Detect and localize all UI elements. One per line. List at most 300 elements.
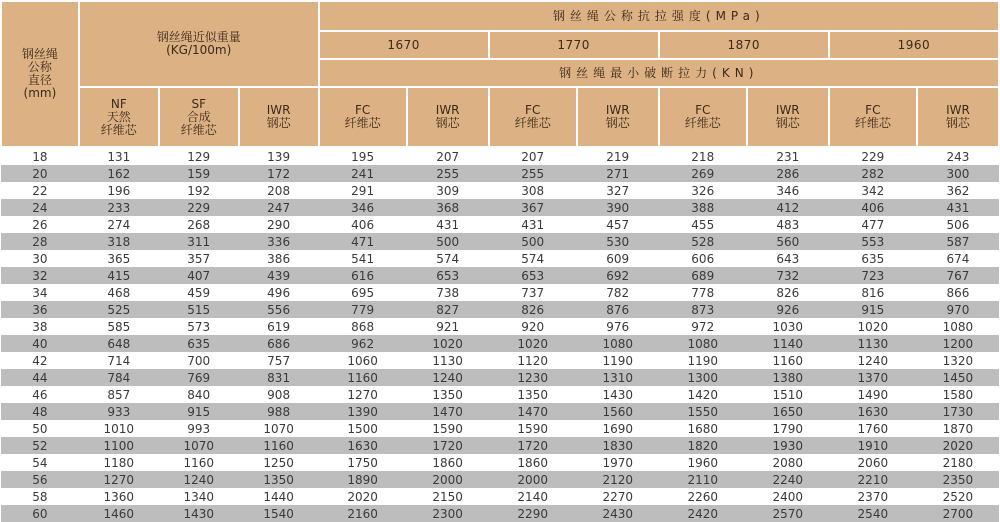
value-cell: 243	[917, 147, 999, 165]
value-cell: 2270	[577, 488, 659, 505]
table-body	[1, 147, 999, 522]
value-cell: 648	[79, 335, 159, 352]
value-cell: 2350	[917, 471, 999, 488]
value-cell: 556	[239, 301, 319, 318]
value-cell: 767	[917, 267, 999, 284]
value-cell: 207	[489, 147, 577, 165]
table-row	[1, 488, 999, 505]
value-cell: 159	[159, 165, 239, 182]
table-row	[1, 301, 999, 318]
value-cell: 308	[489, 182, 577, 199]
value-cell: 695	[319, 284, 407, 301]
table-row	[1, 352, 999, 369]
value-cell: 2060	[829, 454, 917, 471]
table-row	[1, 182, 999, 199]
value-cell: 468	[79, 284, 159, 301]
value-cell: 365	[79, 250, 159, 267]
value-cell: 1460	[79, 505, 159, 522]
diameter-cell: 36	[1, 301, 79, 318]
value-cell: 346	[319, 199, 407, 216]
value-cell: 700	[159, 352, 239, 369]
value-cell: 606	[659, 250, 747, 267]
table-row	[1, 199, 999, 216]
value-cell: 406	[319, 216, 407, 233]
value-cell: 1080	[917, 318, 999, 335]
value-cell: 714	[79, 352, 159, 369]
value-cell: 1630	[319, 437, 407, 454]
value-cell: 2540	[829, 505, 917, 522]
value-cell: 1510	[747, 386, 829, 403]
value-cell: 920	[489, 318, 577, 335]
table-row	[1, 147, 999, 165]
value-cell: 857	[79, 386, 159, 403]
value-cell: 868	[319, 318, 407, 335]
value-cell: 635	[829, 250, 917, 267]
value-cell: 2160	[319, 505, 407, 522]
diameter-cell: 52	[1, 437, 79, 454]
value-cell: 840	[159, 386, 239, 403]
value-cell: 553	[829, 233, 917, 250]
value-cell: 388	[659, 199, 747, 216]
value-cell: 1160	[159, 454, 239, 471]
value-cell: 506	[917, 216, 999, 233]
value-cell: 2520	[917, 488, 999, 505]
value-cell: 993	[159, 420, 239, 437]
value-cell: 1730	[917, 403, 999, 420]
value-cell: 431	[407, 216, 489, 233]
value-cell: 1910	[829, 437, 917, 454]
value-cell: 970	[917, 301, 999, 318]
breaking-force-header: 钢丝绳最小破断拉力(KN)	[319, 59, 999, 87]
value-cell: 1690	[577, 420, 659, 437]
value-cell: 406	[829, 199, 917, 216]
value-cell: 1160	[319, 369, 407, 386]
value-cell: 290	[239, 216, 319, 233]
value-cell: 455	[659, 216, 747, 233]
value-cell: 1470	[489, 403, 577, 420]
value-cell: 782	[577, 284, 659, 301]
value-cell: 367	[489, 199, 577, 216]
value-cell: 271	[577, 165, 659, 182]
value-cell: 500	[407, 233, 489, 250]
diameter-cell: 22	[1, 182, 79, 199]
value-cell: 2430	[577, 505, 659, 522]
value-cell: 831	[239, 369, 319, 386]
value-cell: 1130	[829, 335, 917, 352]
value-cell: 933	[79, 403, 159, 420]
value-cell: 1750	[319, 454, 407, 471]
diameter-cell: 32	[1, 267, 79, 284]
value-cell: 1550	[659, 403, 747, 420]
table-row	[1, 505, 999, 522]
value-cell: 192	[159, 182, 239, 199]
value-cell: 2020	[319, 488, 407, 505]
value-cell: 2000	[489, 471, 577, 488]
value-cell: 233	[79, 199, 159, 216]
core-col-header: FC 纤维芯	[659, 87, 747, 147]
value-cell: 311	[159, 233, 239, 250]
value-cell: 483	[747, 216, 829, 233]
value-cell: 686	[239, 335, 319, 352]
value-cell: 1080	[577, 335, 659, 352]
grade-header: 1770	[489, 31, 659, 59]
value-cell: 908	[239, 386, 319, 403]
value-cell: 172	[239, 165, 319, 182]
value-cell: 574	[407, 250, 489, 267]
value-cell: 653	[489, 267, 577, 284]
value-cell: 131	[79, 147, 159, 165]
value-cell: 1070	[239, 420, 319, 437]
value-cell: 318	[79, 233, 159, 250]
value-cell: 2180	[917, 454, 999, 471]
value-cell: 2020	[917, 437, 999, 454]
table-row	[1, 420, 999, 437]
value-cell: 674	[917, 250, 999, 267]
value-cell: 962	[319, 335, 407, 352]
value-cell: 241	[319, 165, 407, 182]
value-cell: 1140	[747, 335, 829, 352]
value-cell: 2140	[489, 488, 577, 505]
strength-header: 钢丝绳公称抗拉强度(MPa)	[319, 1, 999, 31]
value-cell: 407	[159, 267, 239, 284]
core-col-header: FC 纤维芯	[829, 87, 917, 147]
core-col-header: FC 纤维芯	[489, 87, 577, 147]
value-cell: 368	[407, 199, 489, 216]
value-cell: 1370	[829, 369, 917, 386]
value-cell: 1320	[917, 352, 999, 369]
value-cell: 1650	[747, 403, 829, 420]
value-cell: 779	[319, 301, 407, 318]
value-cell: 689	[659, 267, 747, 284]
value-cell: 816	[829, 284, 917, 301]
value-cell: 1860	[489, 454, 577, 471]
diameter-cell: 26	[1, 216, 79, 233]
value-cell: 439	[239, 267, 319, 284]
value-cell: 515	[159, 301, 239, 318]
value-cell: 1250	[239, 454, 319, 471]
core-col-header: IWR 钢芯	[917, 87, 999, 147]
value-cell: 1350	[489, 386, 577, 403]
value-cell: 757	[239, 352, 319, 369]
value-cell: 327	[577, 182, 659, 199]
table-header	[1, 1, 999, 147]
value-cell: 1430	[159, 505, 239, 522]
value-cell: 1020	[489, 335, 577, 352]
value-cell: 362	[917, 182, 999, 199]
value-cell: 208	[239, 182, 319, 199]
value-cell: 1380	[747, 369, 829, 386]
value-cell: 291	[319, 182, 407, 199]
value-cell: 1790	[747, 420, 829, 437]
value-cell: 2400	[747, 488, 829, 505]
value-cell: 2290	[489, 505, 577, 522]
diameter-cell: 20	[1, 165, 79, 182]
table-row	[1, 454, 999, 471]
value-cell: 2240	[747, 471, 829, 488]
value-cell: 1420	[659, 386, 747, 403]
value-cell: 1240	[829, 352, 917, 369]
value-cell: 1100	[79, 437, 159, 454]
value-cell: 1310	[577, 369, 659, 386]
value-cell: 1070	[159, 437, 239, 454]
value-cell: 1120	[489, 352, 577, 369]
value-cell: 653	[407, 267, 489, 284]
value-cell: 1680	[659, 420, 747, 437]
value-cell: 827	[407, 301, 489, 318]
table-row	[1, 165, 999, 182]
value-cell: 2570	[747, 505, 829, 522]
value-cell: 1230	[489, 369, 577, 386]
value-cell: 876	[577, 301, 659, 318]
value-cell: 2700	[917, 505, 999, 522]
value-cell: 207	[407, 147, 489, 165]
value-cell: 390	[577, 199, 659, 216]
value-cell: 574	[489, 250, 577, 267]
value-cell: 1350	[407, 386, 489, 403]
value-cell: 1270	[79, 471, 159, 488]
value-cell: 247	[239, 199, 319, 216]
diameter-cell: 30	[1, 250, 79, 267]
value-cell: 1010	[79, 420, 159, 437]
core-col-header: FC 纤维芯	[319, 87, 407, 147]
diameter-header: 钢丝绳 公称 直径 (mm)	[1, 1, 79, 147]
value-cell: 528	[659, 233, 747, 250]
table-row	[1, 216, 999, 233]
value-cell: 560	[747, 233, 829, 250]
value-cell: 231	[747, 147, 829, 165]
value-cell: 496	[239, 284, 319, 301]
value-cell: 196	[79, 182, 159, 199]
diameter-cell: 50	[1, 420, 79, 437]
table-row	[1, 369, 999, 386]
value-cell: 587	[917, 233, 999, 250]
value-cell: 1020	[407, 335, 489, 352]
value-cell: 738	[407, 284, 489, 301]
value-cell: 1160	[239, 437, 319, 454]
value-cell: 268	[159, 216, 239, 233]
table-row	[1, 284, 999, 301]
value-cell: 1500	[319, 420, 407, 437]
value-cell: 274	[79, 216, 159, 233]
value-cell: 1440	[239, 488, 319, 505]
value-cell: 1630	[829, 403, 917, 420]
weight-header: 钢丝绳近似重量 (KG/100m)	[79, 1, 319, 87]
value-cell: 1760	[829, 420, 917, 437]
value-cell: 732	[747, 267, 829, 284]
diameter-cell: 44	[1, 369, 79, 386]
diameter-cell: 60	[1, 505, 79, 522]
value-cell: 573	[159, 318, 239, 335]
value-cell: 1020	[829, 318, 917, 335]
value-cell: 1060	[319, 352, 407, 369]
value-cell: 1890	[319, 471, 407, 488]
value-cell: 826	[489, 301, 577, 318]
diameter-cell: 48	[1, 403, 79, 420]
value-cell: 1350	[239, 471, 319, 488]
value-cell: 1030	[747, 318, 829, 335]
value-cell: 1590	[407, 420, 489, 437]
diameter-cell: 18	[1, 147, 79, 165]
weight-col-header: NF 天然 纤维芯	[79, 87, 159, 147]
value-cell: 976	[577, 318, 659, 335]
value-cell: 1080	[659, 335, 747, 352]
value-cell: 784	[79, 369, 159, 386]
value-cell: 1930	[747, 437, 829, 454]
table-row	[1, 267, 999, 284]
value-cell: 1190	[577, 352, 659, 369]
table-row	[1, 386, 999, 403]
value-cell: 386	[239, 250, 319, 267]
value-cell: 2080	[747, 454, 829, 471]
value-cell: 2000	[407, 471, 489, 488]
value-cell: 541	[319, 250, 407, 267]
value-cell: 2300	[407, 505, 489, 522]
weight-col-header: IWR 钢芯	[239, 87, 319, 147]
grade-header: 1960	[829, 31, 999, 59]
diameter-cell: 24	[1, 199, 79, 216]
value-cell: 723	[829, 267, 917, 284]
value-cell: 282	[829, 165, 917, 182]
value-cell: 255	[407, 165, 489, 182]
value-cell: 972	[659, 318, 747, 335]
value-cell: 915	[159, 403, 239, 420]
diameter-cell: 54	[1, 454, 79, 471]
value-cell: 737	[489, 284, 577, 301]
value-cell: 1190	[659, 352, 747, 369]
table-row	[1, 437, 999, 454]
value-cell: 769	[159, 369, 239, 386]
value-cell: 609	[577, 250, 659, 267]
diameter-cell: 46	[1, 386, 79, 403]
table-row	[1, 233, 999, 250]
value-cell: 525	[79, 301, 159, 318]
value-cell: 1450	[917, 369, 999, 386]
diameter-cell: 38	[1, 318, 79, 335]
core-col-header: IWR 钢芯	[747, 87, 829, 147]
value-cell: 346	[747, 182, 829, 199]
value-cell: 873	[659, 301, 747, 318]
value-cell: 431	[917, 199, 999, 216]
table-row	[1, 250, 999, 267]
value-cell: 336	[239, 233, 319, 250]
value-cell: 866	[917, 284, 999, 301]
diameter-cell: 56	[1, 471, 79, 488]
table-row	[1, 335, 999, 352]
value-cell: 162	[79, 165, 159, 182]
value-cell: 635	[159, 335, 239, 352]
value-cell: 1430	[577, 386, 659, 403]
diameter-cell: 28	[1, 233, 79, 250]
diameter-cell: 58	[1, 488, 79, 505]
value-cell: 1160	[747, 352, 829, 369]
value-cell: 988	[239, 403, 319, 420]
value-cell: 1720	[489, 437, 577, 454]
value-cell: 585	[79, 318, 159, 335]
value-cell: 415	[79, 267, 159, 284]
value-cell: 1540	[239, 505, 319, 522]
diameter-cell: 42	[1, 352, 79, 369]
value-cell: 530	[577, 233, 659, 250]
value-cell: 778	[659, 284, 747, 301]
value-cell: 1490	[829, 386, 917, 403]
value-cell: 309	[407, 182, 489, 199]
value-cell: 1470	[407, 403, 489, 420]
value-cell: 2420	[659, 505, 747, 522]
value-cell: 139	[239, 147, 319, 165]
value-cell: 1960	[659, 454, 747, 471]
value-cell: 1360	[79, 488, 159, 505]
value-cell: 2120	[577, 471, 659, 488]
grade-header: 1670	[319, 31, 489, 59]
value-cell: 1580	[917, 386, 999, 403]
table-row	[1, 403, 999, 420]
value-cell: 357	[159, 250, 239, 267]
value-cell: 619	[239, 318, 319, 335]
value-cell: 342	[829, 182, 917, 199]
value-cell: 195	[319, 147, 407, 165]
value-cell: 616	[319, 267, 407, 284]
value-cell: 926	[747, 301, 829, 318]
value-cell: 229	[159, 199, 239, 216]
value-cell: 1340	[159, 488, 239, 505]
value-cell: 1560	[577, 403, 659, 420]
grade-header: 1870	[659, 31, 829, 59]
diameter-cell: 40	[1, 335, 79, 352]
table-row	[1, 471, 999, 488]
core-col-header: IWR 钢芯	[407, 87, 489, 147]
weight-col-header: SF 合成 纤维芯	[159, 87, 239, 147]
value-cell: 2370	[829, 488, 917, 505]
value-cell: 412	[747, 199, 829, 216]
value-cell: 326	[659, 182, 747, 199]
value-cell: 2260	[659, 488, 747, 505]
value-cell: 1590	[489, 420, 577, 437]
value-cell: 477	[829, 216, 917, 233]
value-cell: 1720	[407, 437, 489, 454]
value-cell: 500	[489, 233, 577, 250]
value-cell: 1870	[917, 420, 999, 437]
value-cell: 643	[747, 250, 829, 267]
value-cell: 1820	[659, 437, 747, 454]
value-cell: 2150	[407, 488, 489, 505]
value-cell: 255	[489, 165, 577, 182]
value-cell: 826	[747, 284, 829, 301]
value-cell: 431	[489, 216, 577, 233]
value-cell: 2110	[659, 471, 747, 488]
value-cell: 1270	[319, 386, 407, 403]
value-cell: 1130	[407, 352, 489, 369]
value-cell: 129	[159, 147, 239, 165]
value-cell: 457	[577, 216, 659, 233]
value-cell: 921	[407, 318, 489, 335]
value-cell: 1970	[577, 454, 659, 471]
value-cell: 286	[747, 165, 829, 182]
value-cell: 300	[917, 165, 999, 182]
value-cell: 1830	[577, 437, 659, 454]
value-cell: 915	[829, 301, 917, 318]
value-cell: 1200	[917, 335, 999, 352]
value-cell: 269	[659, 165, 747, 182]
value-cell: 459	[159, 284, 239, 301]
value-cell: 219	[577, 147, 659, 165]
value-cell: 1300	[659, 369, 747, 386]
diameter-cell: 34	[1, 284, 79, 301]
value-cell: 2210	[829, 471, 917, 488]
value-cell: 1860	[407, 454, 489, 471]
value-cell: 1180	[79, 454, 159, 471]
value-cell: 229	[829, 147, 917, 165]
value-cell: 692	[577, 267, 659, 284]
